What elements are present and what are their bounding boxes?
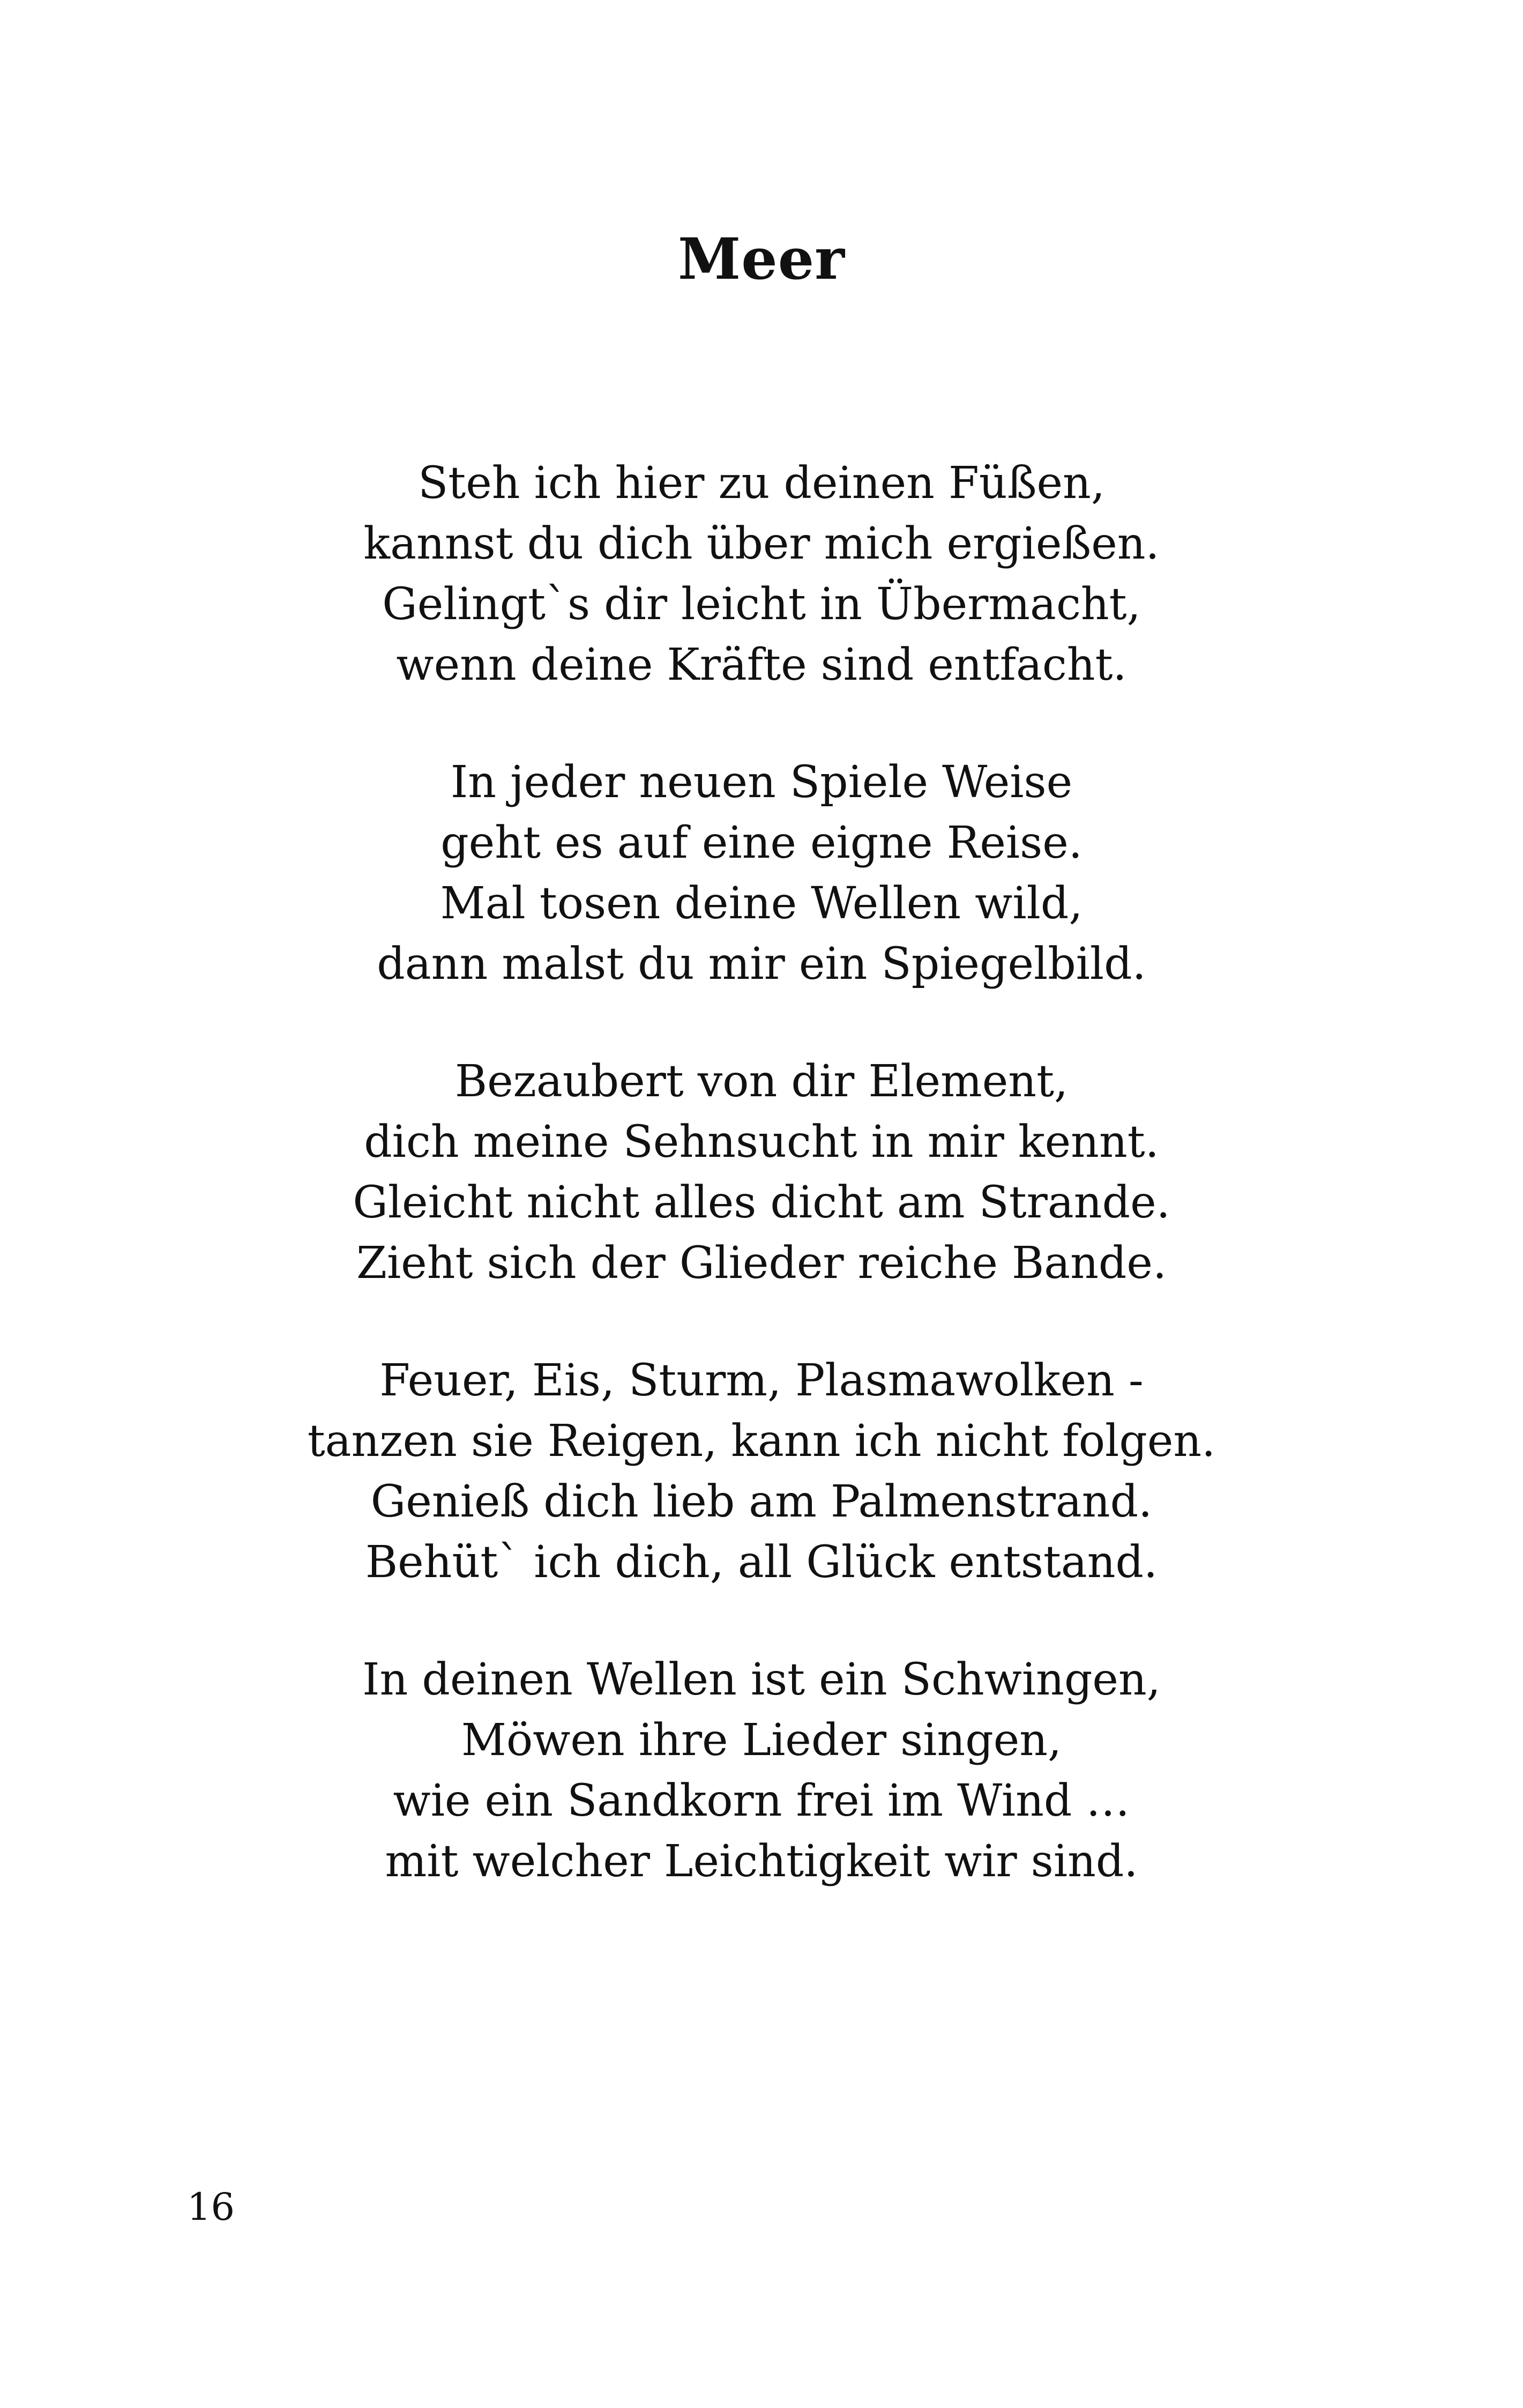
stanza-4 [0, 1350, 1523, 1593]
poem-line: mit welcher Leichtigkeit wir sind. [385, 1836, 1138, 1887]
poem-line: dich meine Sehnsucht in mir kennt. [364, 1117, 1159, 1168]
poem-line: kannst du dich über mich ergießen. [363, 518, 1160, 569]
poem-line: Zieht sich der Glieder reiche Bande. [356, 1238, 1167, 1289]
poem-line: Bezaubert von dir Element, [454, 1056, 1069, 1107]
poem-line: Mal tosen deine Wellen wild, [440, 878, 1083, 929]
poem-line: Steh ich hier zu deinen Füßen, [418, 458, 1105, 509]
poem-line: dann malst du mir ein Spiegelbild. [377, 939, 1146, 990]
stanza-3 [0, 1051, 1523, 1294]
poem-line: Möwen ihre Lieder singen, [461, 1715, 1062, 1766]
poem-body [0, 453, 1523, 1949]
poem-line: tanzen sie Reigen, kann ich nicht folgen. [307, 1416, 1216, 1467]
poem-line: Behüt` ich dich, all Glück entstand. [365, 1537, 1158, 1588]
poem-line: In deinen Wellen ist ein Schwingen, [362, 1654, 1161, 1705]
poem-line: Gelingt`s dir leicht in Übermacht, [382, 579, 1141, 630]
stanza-2 [0, 752, 1523, 994]
page-number: 16 [187, 2185, 235, 2229]
poem-line: Feuer, Eis, Sturm, Plasmawolken - [379, 1355, 1144, 1406]
poem-line: In jeder neuen Spiele Weise [450, 757, 1073, 808]
stanza-5 [0, 1649, 1523, 1892]
poem-title: Meer [677, 225, 846, 292]
poem-line: Genieß dich lieb am Palmenstrand. [370, 1476, 1153, 1527]
poem-line: Gleicht nicht alles dicht am Strande. [353, 1177, 1170, 1228]
poem-line: geht es auf eine eigne Reise. [441, 817, 1082, 868]
poem-line: wenn deine Kräfte sind entfacht. [396, 640, 1127, 690]
stanza-1 [0, 453, 1523, 695]
poem-line: wie ein Sandkorn frei im Wind … [393, 1775, 1130, 1826]
